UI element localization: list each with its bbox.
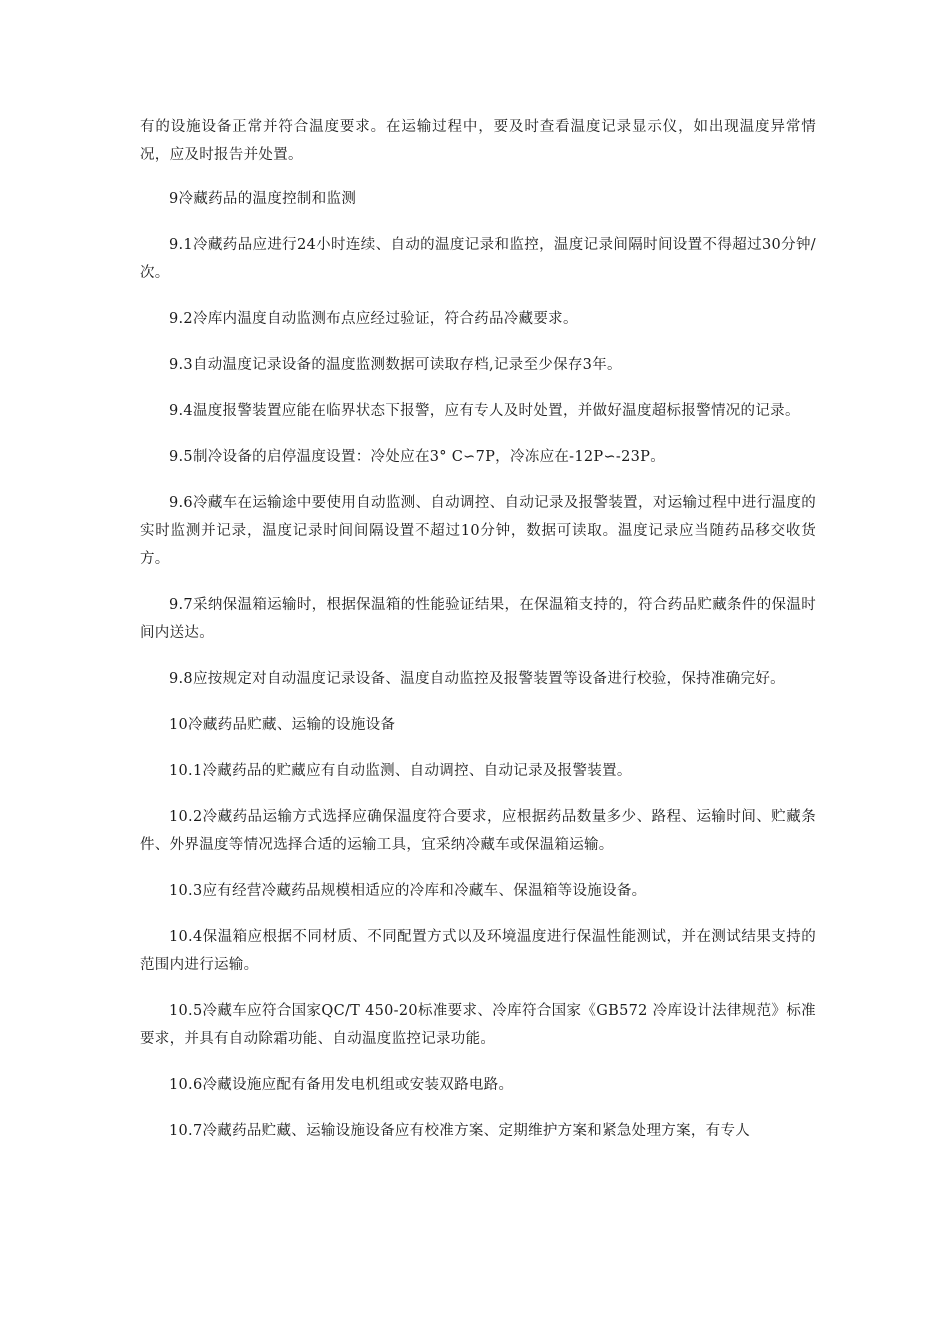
paragraph-10-2: 10.2冷藏药品运输方式选择应确保温度符合要求，应根据药品数量多少、路程、运输时间、贮藏条件、外界温度等情况选择合适的运输工具，宜采纳冷藏车或保温箱运输。 (140, 809, 816, 853)
paragraph: 有的设施设备正常并符合温度要求。在运输过程中，要及时查看温度记录显示仪，如出现温度异常情况，应及时报告并处置。 (140, 119, 816, 163)
paragraph-10-1: 10.1冷藏药品的贮藏应有自动监测、自动调控、自动记录及报警装置。 (169, 763, 632, 779)
paragraph-10-6: 10.6冷藏设施应配有备用发电机组或安装双路电路。 (169, 1077, 514, 1093)
section-heading-10: 10冷藏药品贮藏、运输的设施设备 (169, 717, 396, 733)
paragraph-10-5: 10.5冷藏车应符合国家QC/T 450-20标准要求、冷库符合国家《GB572 冷库设计法律规范》标准要求，并具有自动除霜功能、自动温度监控记录功能。 (140, 1003, 816, 1047)
paragraph-10-3: 10.3应有经营冷藏药品规模相适应的冷库和冷藏车、保温箱等设施设备。 (169, 883, 647, 899)
paragraph-9-4: 9.4温度报警装置应能在临界状态下报警，应有专人及时处置，并做好温度超标报警情况的记录。 (169, 403, 800, 419)
paragraph-9-3: 9.3自动温度记录设备的温度监测数据可读取存档,记录至少保存3年。 (169, 357, 622, 373)
paragraph-9-8: 9.8应按规定对自动温度记录设备、温度自动监控及报警装置等设备进行校验，保持准确完好。 (169, 671, 785, 687)
paragraph-9-2: 9.2冷库内温度自动监测布点应经过验证，符合药品冷藏要求。 (169, 311, 578, 327)
paragraph-10-4: 10.4保温箱应根据不同材质、不同配置方式以及环境温度进行保温性能测试，并在测试结果支持的范围内进行运输。 (140, 929, 816, 973)
section-heading-9: 9冷藏药品的温度控制和监测 (169, 191, 357, 207)
paragraph-9-7: 9.7采纳保温箱运输时，根据保温箱的性能验证结果，在保温箱支持的，符合药品贮藏条件的保温时间内送达。 (140, 597, 816, 641)
paragraph-9-6: 9.6冷藏车在运输途中要使用自动监测、自动调控、自动记录及报警装置，对运输过程中进行温度的实时监测并记录，温度记录时间间隔设置不超过10分钟，数据可读取。温度记录应当随药品移交收货方。 (140, 495, 816, 567)
paragraph-9-5: 9.5制冷设备的启停温度设置：冷处应在3° C∽7P，冷冻应在-12P∽-23P。 (169, 449, 666, 465)
document-body (140, 113, 816, 1163)
paragraph-10-7: 10.7冷藏药品贮藏、运输设施设备应有校准方案、定期维护方案和紧急处理方案，有专人 (169, 1123, 751, 1139)
paragraph-9-1: 9.1冷藏药品应进行24小时连续、自动的温度记录和监控，温度记录间隔时间设置不得超过30分钟/次。 (140, 237, 816, 281)
